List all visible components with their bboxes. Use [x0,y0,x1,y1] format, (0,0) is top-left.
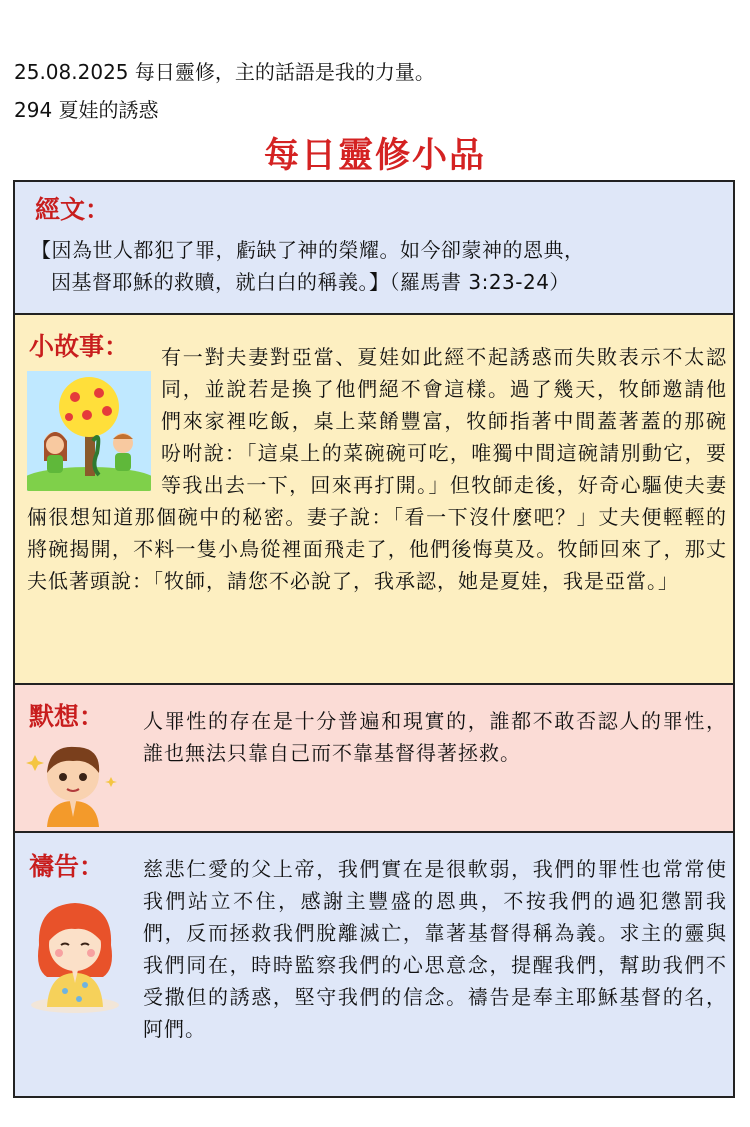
meditation-label: 默想： [29,702,105,731]
prayer-label: 禱告： [29,852,105,881]
story-section [15,315,733,685]
scripture-section [15,182,733,315]
story-text: 有一對夫妻對亞當、夏娃如此經不起誘惑而失敗表示不太認同，並說若是換了他們絕不會這樣。過了幾天，牧師邀請他們來家裡吃飯，桌上菜餚豐富，牧師指著中間蓋著蓋的那碗吩咐說：「這桌上的菜碗碗可吃，唯獨中間這碗請別動它，要等我出去一下，回來再打開。」但牧師走後，好奇心驅使夫妻倆很想知道那個碗中的秘密。妻子說：「看一下沒什麼吧？」丈夫便輕輕的將碗揭開，不料一隻小鳥從裡面飛走了，他們後悔莫及。牧師回來了，那丈夫低著頭說：「牧師，請您不必說了，我承認，她是夏娃，我是亞當。」 [27,345,727,593]
praying-boy-icon [25,737,121,827]
scripture-line-1: 【因為世人都犯了罪，虧缺了神的榮耀。如今卻蒙神的恩典， [31,238,585,262]
prayer-section [15,833,733,1096]
devotion-sheet [13,180,735,1098]
meditation-text: 人罪性的存在是十分普遍和現實的，誰都不敢否認人的罪性，誰也無法只靠自己而不靠基督得著拯救。 [143,709,727,765]
praying-girl-icon [23,895,127,1015]
devotion-number-title: 294 夏娃的誘惑 [14,98,159,122]
date-heading: 25.08.2025 每日靈修，主的話語是我的力量。 [14,60,435,84]
meditation-section [15,685,733,833]
scripture-label: 經文： [35,195,111,224]
adam-eve-apple-tree-icon [27,371,151,491]
scripture-text [31,234,721,298]
story-illustration-float [27,341,161,499]
story-label: 小故事： [29,327,129,363]
scripture-line-2: 因基督耶穌的救贖，就白白的稱義。】（羅馬書 3:23-24） [51,270,570,294]
page-title: 每日靈修小品 [263,136,486,176]
prayer-text: 慈悲仁愛的父上帝，我們實在是很軟弱，我們的罪性也常常使我們站立不住，感謝主豐盛的恩典，不按我們的過犯懲罰我們，反而拯救我們脫離滅亡，靠著基督得稱為義。求主的靈與我們同在，時時監察我們的心思意念，提醒我們，幫助我們不受撒但的誘惑，堅守我們的信念。禱告是奉主耶穌基督的名，阿們。 [143,857,727,1041]
story-text-block [27,341,727,597]
